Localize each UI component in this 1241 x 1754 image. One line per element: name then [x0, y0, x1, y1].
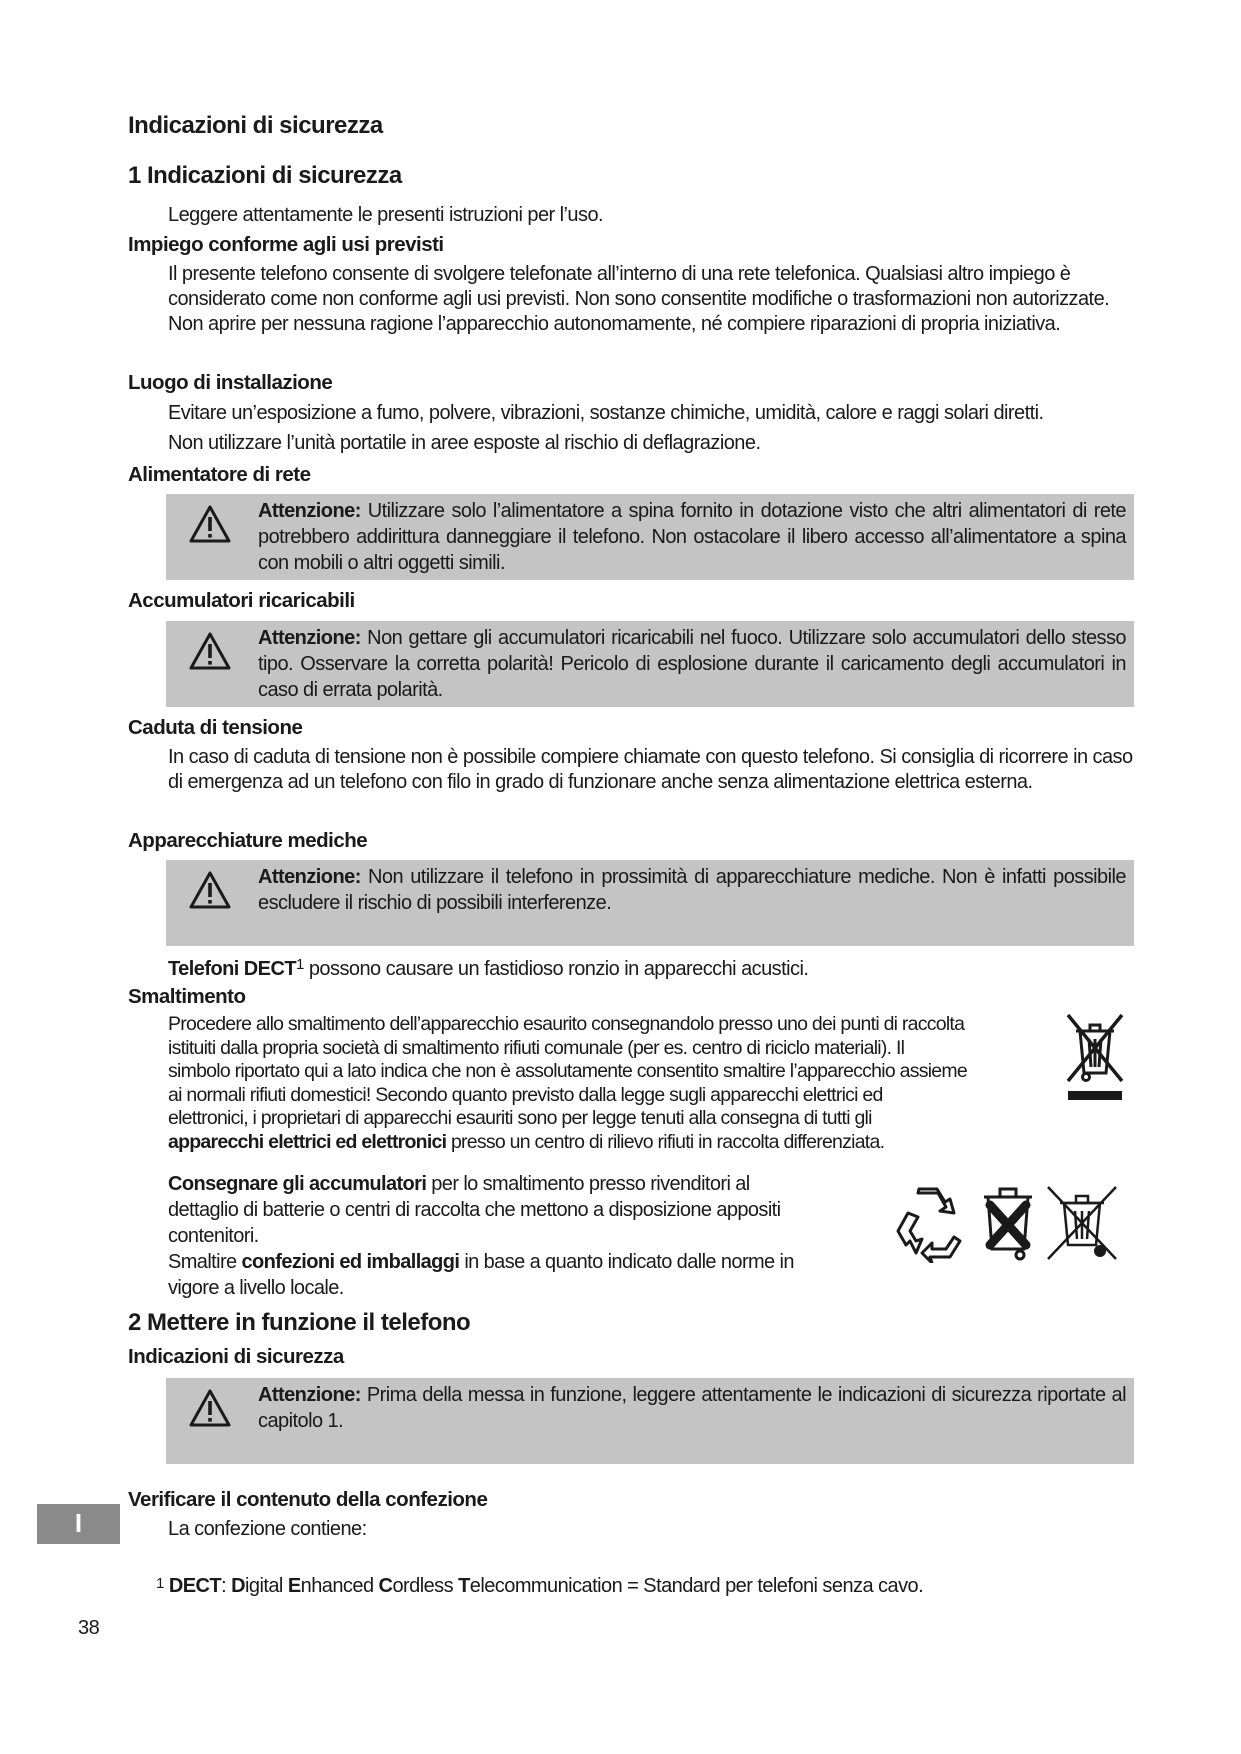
caduta-text: In caso di caduta di tensione non è possibile compiere chiamate con questo telefono. Si consiglia di ricorrere in caso di emergenza ad un telefono con filo in grado di funzionare anche senza alimentazione elettrica esterna.: [168, 746, 1133, 793]
text-line: dettaglio di batterie o centri di raccolta che mettono a disposizione appositi: [168, 1199, 781, 1221]
warning-body: Non gettare gli accumulatori ricaricabili nel fuoco. Utilizzare solo accumulatori dello stesso tipo. Osservare la corretta polarità! Pericolo di esplosione durante il caricamento degli accumulatori in caso di errata polarità.: [258, 627, 1126, 701]
accumulatori-title: Accumulatori ricaricabili: [128, 589, 355, 612]
sicurezza-title: Indicazioni di sicurezza: [128, 1345, 344, 1368]
footnote-word: igital: [244, 1575, 288, 1597]
text-bold: apparecchi elettrici ed elettronici: [168, 1130, 447, 1153]
warning-text: [258, 498, 1126, 576]
footnote: [156, 1575, 923, 1598]
footnote-number: 1: [156, 1575, 164, 1592]
page-number: 38: [78, 1617, 100, 1639]
section-2-heading: 2 Mettere in funzione il telefono: [128, 1309, 471, 1336]
warning-box-sicurezza: [166, 1378, 1134, 1464]
footnote-word: ordless: [392, 1575, 459, 1597]
footnote-letter: T: [458, 1575, 470, 1597]
smaltimento-title: Smaltimento: [128, 985, 246, 1008]
text-line: [168, 1171, 868, 1197]
impiego-title: Impiego conforme agli usi previsti: [128, 233, 444, 256]
footnote-word: nhanced: [300, 1575, 379, 1597]
mediche-title: Apparecchiature mediche: [128, 829, 368, 852]
text-rest: in base a quanto indicato dalle norme in: [459, 1251, 794, 1273]
caduta-title: Caduta di tensione: [128, 716, 303, 739]
text-rest: per lo smaltimento presso rivenditori al: [426, 1173, 750, 1195]
dect-note: [168, 952, 1133, 982]
impiego-text: Il presente telefono consente di svolgere telefonate all’interno di una rete telefonica. Qualsiasi altro impiego è considerato come non conforme agli usi previsti. Non sono consentite modifiche o trasformazioni non autorizzate. Non aprire per nessuna ragione l’apparecchio autonomamente, né compiere riparazioni di propria iniziativa.: [168, 263, 1110, 335]
footnote-ref: 1: [296, 956, 304, 973]
footnote-letter: C: [378, 1575, 393, 1597]
warning-box-accumulatori: [166, 621, 1134, 707]
warning-icon: [188, 504, 232, 544]
recycling-icon: [888, 1183, 968, 1263]
text-bold: Consegnare gli accumulatori: [168, 1173, 427, 1195]
warning-text: [258, 625, 1126, 703]
luogo-title: Luogo di installazione: [128, 371, 333, 394]
contenuto-text: La confezione contiene:: [168, 1518, 367, 1540]
warning-label: Attenzione:: [258, 866, 361, 888]
contenuto-title: Verificare il contenuto della confezione: [128, 1488, 488, 1511]
warning-label: Attenzione:: [258, 1384, 361, 1406]
text-bold: confezioni ed imballaggi: [241, 1251, 460, 1273]
intro-text: Leggere attentamente le presenti istruzioni per l’uso.: [168, 204, 604, 226]
warning-box-mediche: [166, 860, 1134, 946]
footnote-word: elecommunication = Standard per telefoni senza cavo.: [469, 1575, 924, 1597]
luogo-text-1: Evitare un’esposizione a fumo, polvere, vibrazioni, sostanze chimiche, umidità, calore e raggi solari diretti.: [168, 402, 1044, 424]
warning-body: Non utilizzare il telefono in prossimità di apparecchiature mediche. Non è infatti possibile escludere il rischio di possibili interferenze.: [258, 866, 1126, 914]
text-line: elettronici, i proprietari di apparecchi esauriti sono per legge tenuti alla consegna di tutti gli: [168, 1107, 872, 1129]
text-line: ai normali rifiuti domestici! Secondo quanto previsto dalla legge sugli apparecchi elettrici ed: [168, 1083, 883, 1106]
warning-body: Prima della messa in funzione, leggere attentamente le indicazioni di sicurezza riportate al capitolo 1.: [258, 1384, 1126, 1432]
text-line: [168, 1131, 1068, 1155]
luogo-text-2: Non utilizzare l’unità portatile in aree esposte al rischio di deflagrazione.: [168, 432, 761, 454]
footnote-term: DECT: [168, 1575, 222, 1597]
section-1-heading: 1 Indicazioni di sicurezza: [128, 162, 402, 189]
crossed-wheelie-bin-icon: [1044, 1181, 1120, 1265]
text-line: istituiti dalla propria società di smaltimento rifiuti comunale (per es. centro di riciclo materiali). Il: [168, 1036, 905, 1059]
text-line: [168, 1249, 868, 1275]
warning-box-alimentatore: [166, 494, 1134, 580]
warning-icon: [188, 1388, 232, 1428]
footnote-letter: E: [287, 1575, 301, 1597]
alimentatore-title: Alimentatore di rete: [128, 463, 311, 486]
warning-body: Utilizzare solo l’alimentatore a spina fornito in dotazione visto che altri alimentatori di rete potrebbero addirittura danneggiare il telefono. Non ostacolare il libero accesso all’alimentatore a spina con mobili o altri oggetti simili.: [258, 500, 1126, 574]
text-line: Procedere allo smaltimento dell’apparecchio esaurito consegnandolo presso uno dei punti di raccolta: [168, 1013, 965, 1035]
weee-crossed-bin-icon: [1064, 1011, 1126, 1101]
text-line: simbolo riportato qui a lato indica che non è assolutamente consentito smaltire l’apparecchio assieme: [168, 1060, 967, 1082]
text-line: vigore a livello locale.: [168, 1277, 344, 1299]
warning-text: [258, 864, 1126, 916]
warning-label: Attenzione:: [258, 627, 361, 649]
running-header: Indicazioni di sicurezza: [128, 112, 383, 139]
no-trash-icon: [978, 1183, 1038, 1263]
text-rest: presso un centro di rilievo rifiuti in raccolta differenziata.: [446, 1130, 885, 1153]
language-tab-label: I: [74, 1508, 83, 1538]
smaltimento-paragraph-1: [168, 1013, 1068, 1154]
text-line: contenitori.: [168, 1225, 259, 1247]
footnote-colon: :: [221, 1575, 232, 1597]
smaltimento-paragraph-2: [168, 1171, 868, 1301]
dect-note-bold: Telefoni DECT: [168, 958, 297, 980]
warning-text: [258, 1382, 1126, 1434]
warning-icon: [188, 631, 232, 671]
warning-label: Attenzione:: [258, 500, 361, 522]
dect-note-text: possono causare un fastidioso ronzio in apparecchi acustici.: [303, 958, 809, 980]
warning-icon: [188, 870, 232, 910]
footnote-letter: D: [231, 1575, 245, 1597]
text-start: Smaltire: [168, 1251, 242, 1273]
language-tab: [37, 1504, 120, 1544]
